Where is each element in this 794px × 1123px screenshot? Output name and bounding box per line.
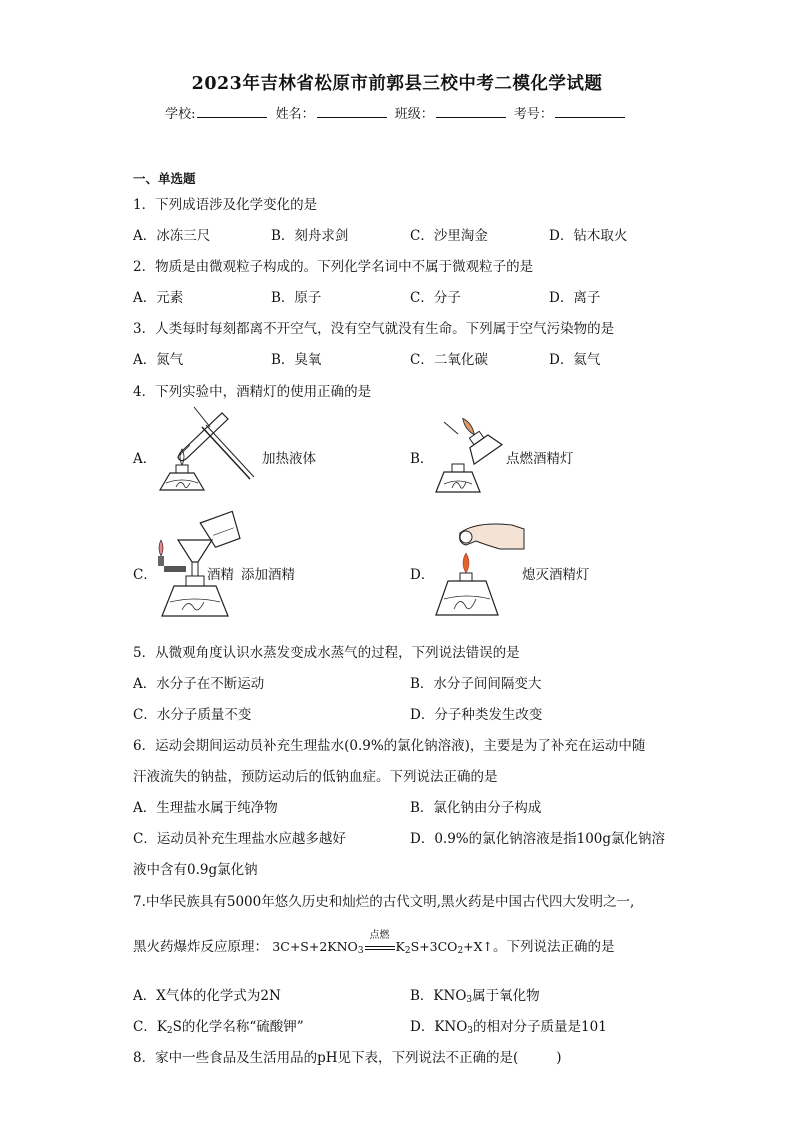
q3-option-a[interactable]: A．氮气 (133, 352, 184, 368)
q7-option-b[interactable] (410, 984, 540, 1004)
eq-condition-label: 点燃 (369, 930, 390, 941)
question-4-stem: 4．下列实验中，酒精灯的使用正确的是 (133, 384, 372, 400)
question-1-stem: 1．下列成语涉及化学变化的是 (133, 197, 318, 213)
q5-option-b[interactable]: B．水分子间间隔变大 (410, 676, 542, 692)
q2-option-c[interactable]: C．分子 (410, 290, 461, 306)
q7-d-suffix: 的相对分子质量是101 (473, 1019, 607, 1035)
q7-stem-suffix: 。下列说法正确的是 (493, 939, 615, 955)
eq-product-1: K (395, 939, 405, 954)
q7-b-prefix: B．KNO (410, 988, 467, 1004)
q7-d-prefix: D．KNO (410, 1019, 468, 1035)
q2-option-b[interactable]: B．原子 (271, 290, 322, 306)
student-info-line (0, 103, 794, 122)
eq-condition (365, 930, 395, 954)
q5-option-a[interactable]: A．水分子在不断运动 (133, 676, 265, 692)
question-6-stem-line1: 6．运动会期间运动员补充生理盐水(0.9%的氯化钠溶液)，主要是为了补充在运动中随 (133, 738, 646, 754)
class-blank[interactable] (436, 105, 506, 118)
q5-option-c[interactable]: C．水分子质量不变 (133, 707, 252, 723)
q6-option-b[interactable]: B．氯化钠由分子构成 (410, 800, 542, 816)
q6-option-c[interactable]: C．运动员补充生理盐水应越多越好 (133, 831, 346, 847)
chemical-equation (272, 930, 494, 956)
eq-product-3: +X↑ (463, 939, 494, 954)
id-blank[interactable] (555, 105, 625, 118)
question-6-stem-line2: 汗液流失的钠盐，预防运动后的低钠血症。下列说法正确的是 (133, 769, 498, 785)
eq-product-2: S+3CO (410, 939, 458, 954)
question-7-stem-line2 (133, 930, 615, 956)
eq-product-1-sub: 2 (404, 946, 411, 956)
heating-liquid-figure (150, 405, 260, 505)
q1-option-b[interactable]: B．刻舟求剑 (271, 228, 349, 244)
q4-caption-b: 点燃酒精灯 (506, 451, 574, 467)
class-label: 班级： (394, 107, 434, 122)
q7-option-c[interactable] (133, 1015, 304, 1035)
q3-option-c[interactable]: C．二氧化碳 (410, 352, 488, 368)
q7-d-sub: 3 (467, 1026, 474, 1036)
q7-c-sub: 2 (166, 1026, 173, 1036)
eq-equals-sign (365, 946, 395, 950)
eq-reactant-sub: 3 (357, 946, 364, 956)
q7-option-d[interactable] (410, 1015, 607, 1035)
q2-option-d[interactable]: D．离子 (549, 290, 601, 306)
q4-option-a[interactable]: A． (133, 451, 157, 467)
q4-caption-a: 加热液体 (262, 451, 316, 467)
q2-option-a[interactable]: A．元素 (133, 290, 184, 306)
q7-stem-prefix: 黑火药爆炸反应原理： (133, 939, 268, 955)
name-label: 姓名： (275, 107, 315, 122)
question-8-stem (133, 1046, 562, 1066)
q7-b-sub: 3 (466, 995, 473, 1005)
q4-option-d[interactable]: D． (410, 567, 435, 583)
q7-c-prefix: C．K (133, 1019, 167, 1035)
school-label: 学校: (165, 107, 196, 122)
q7-b-suffix: 属于氧化物 (472, 988, 540, 1004)
q4-caption-d: 熄灭酒精灯 (522, 567, 590, 583)
eq-product-2-sub: 2 (457, 946, 464, 956)
q6-option-d[interactable]: D．0.9%的氯化钠溶液是指100g氯化钠溶 (410, 831, 666, 847)
question-5-stem: 5．从微观角度认识水蒸发变成水蒸气的过程，下列说法错误的是 (133, 645, 520, 661)
q4-option-b[interactable]: B． (410, 451, 434, 467)
question-3-stem: 3．人类每时每刻都离不开空气，没有空气就没有生命。下列属于空气污染物的是 (133, 321, 615, 337)
exam-title: 2023年吉林省松原市前郭县三校中考二模化学试题 (191, 74, 603, 94)
school-blank[interactable] (197, 105, 267, 118)
q4-caption-c1: 酒精 (207, 567, 234, 583)
section-title: 一、单选题 (133, 171, 196, 186)
q4-caption-c2: 添加酒精 (241, 567, 295, 583)
q3-option-b[interactable]: B．臭氧 (271, 352, 322, 368)
id-label: 考号： (513, 107, 553, 122)
q6-option-a[interactable]: A．生理盐水属于纯净物 (133, 800, 278, 816)
q1-option-a[interactable]: A．冰冻三尺 (133, 228, 211, 244)
q7-option-a[interactable]: A．X气体的化学式为2N (133, 988, 281, 1004)
q7-c-suffix: S的化学名称“硫酸钾” (172, 1019, 304, 1035)
name-blank[interactable] (317, 105, 387, 118)
q1-option-c[interactable]: C．沙里淘金 (410, 228, 488, 244)
question-2-stem: 2．物质是由微观粒子构成的。下列化学名词中不属于微观粒子的是 (133, 259, 534, 275)
q8-stem-text: 8．家中一些食品及生活用品的pH见下表，下列说法不正确的是( (133, 1050, 519, 1066)
q3-option-d[interactable]: D．氦气 (549, 352, 601, 368)
extinguishing-lamp-figure (430, 515, 525, 625)
lighting-lamp-figure (430, 410, 510, 500)
q5-option-d[interactable]: D．分子种类发生改变 (410, 707, 543, 723)
q1-option-d[interactable]: D．钻木取火 (549, 228, 628, 244)
q4-option-c[interactable]: C． (133, 567, 157, 583)
eq-reactant: 3C+S+2KNO (272, 939, 358, 954)
q8-stem-end: ) (556, 1050, 562, 1066)
q6-option-d-continued: 液中含有0.9g氯化钠 (133, 862, 258, 878)
question-7-stem-line1: 7.中华民族具有5000年悠久历史和灿烂的古代文明,黑火药是中国古代四大发明之一, (133, 894, 635, 910)
